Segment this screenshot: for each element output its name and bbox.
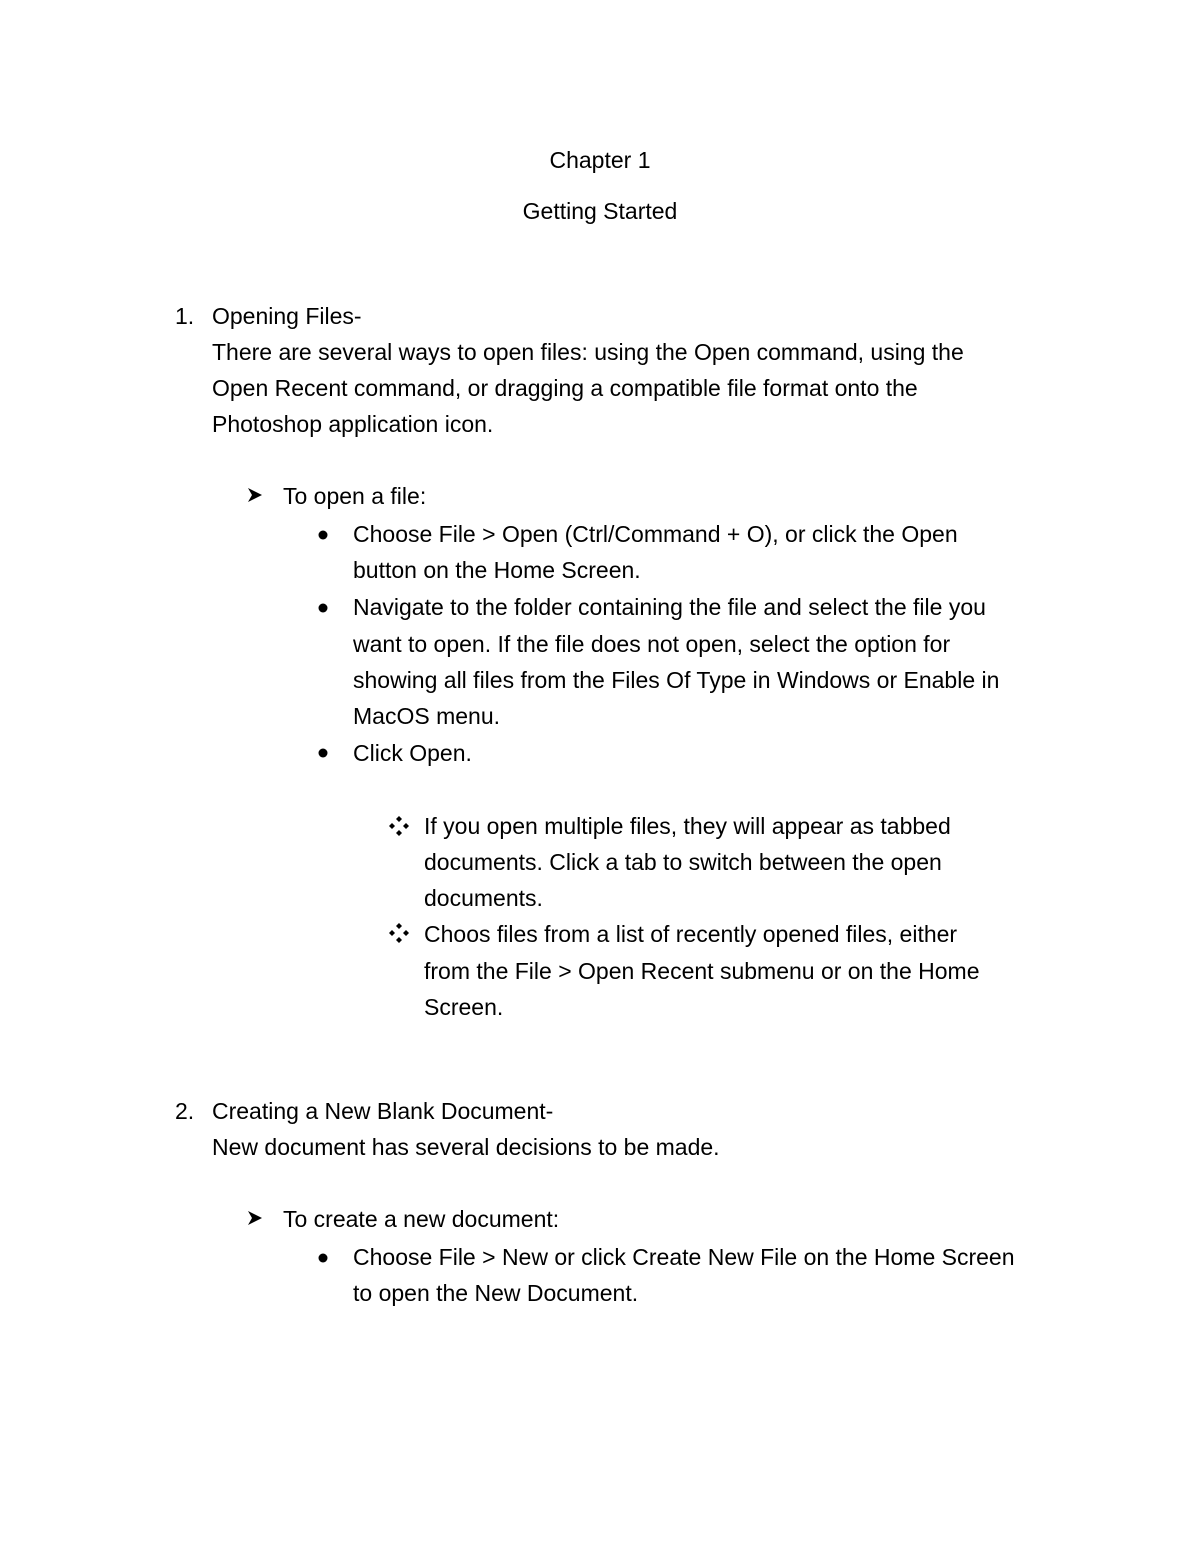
section-2-heading: Creating a New Blank Document- [212,1098,554,1124]
step-line: Choose File > Open (Ctrl/Command + O), or click the Open [353,521,958,547]
note-line: documents. Click a tab to switch between the open [424,849,942,875]
section-1-heading: Opening Files- [212,303,362,329]
section-1-intro-line: Photoshop application icon. [212,411,494,437]
step-line: showing all files from the Files Of Type in Windows or Enable in [353,667,1000,693]
chapter-label: Chapter 1 [549,147,651,173]
section-2-task: To create a new document: [283,1206,560,1232]
section-2-intro-line: New document has several decisions to be made. [212,1134,720,1160]
note-line: documents. [424,885,543,911]
step-line: Choose File > New or click Create New File on the Home Screen [353,1244,1015,1270]
round-bullet-icon [318,748,328,758]
diamond-bullet-icon [388,922,410,944]
arrow-bullet-icon [246,1209,264,1227]
section-1-number: 1. [175,303,195,329]
step-line: to open the New Document. [353,1280,639,1306]
step-line: Navigate to the folder containing the file and select the file you [353,594,986,620]
round-bullet-icon [318,1253,328,1263]
step-line: MacOS menu. [353,703,500,729]
page-title: Getting Started [522,198,678,224]
note-line: If you open multiple files, they will appear as tabbed [424,813,951,839]
diamond-bullet-icon [388,815,410,837]
note-line: Screen. [424,994,504,1020]
section-1-task: To open a file: [283,483,427,509]
step-line: button on the Home Screen. [353,557,641,583]
round-bullet-icon [318,530,328,540]
section-1-intro-line: Open Recent command, or dragging a compatible file format onto the [212,375,918,401]
section-1-intro-line: There are several ways to open files: using the Open command, using the [212,339,964,365]
arrow-bullet-icon [246,486,264,504]
note-line: from the File > Open Recent submenu or on the Home [424,958,980,984]
note-line: Choos files from a list of recently opened files, either [424,921,958,947]
step-line: want to open. If the file does not open, select the option for [353,631,951,657]
step-line: Click Open. [353,740,472,766]
round-bullet-icon [318,603,328,613]
section-2-number: 2. [175,1098,195,1124]
